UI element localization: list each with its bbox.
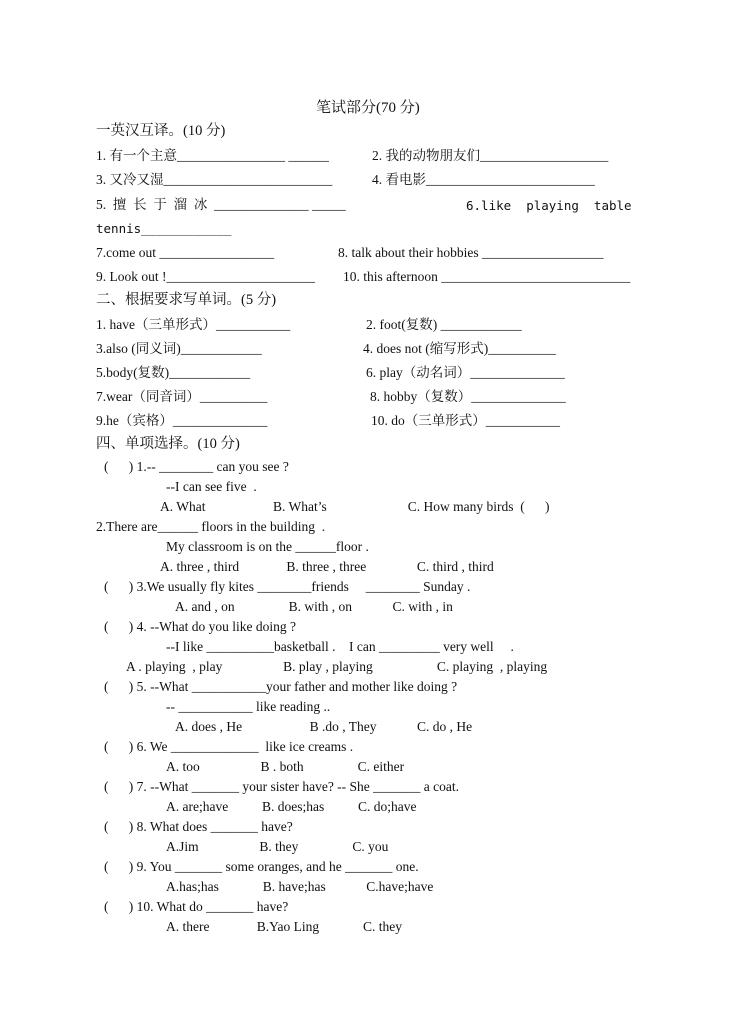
word-item-9: 9.he（宾格）______________ <box>96 413 268 428</box>
choice-q6: ( ) 6. We _____________ like ice creams . <box>104 739 354 754</box>
choice-q4: ( ) 4. --What do you like doing ? <box>104 619 296 634</box>
word-item-6: 6. play（动名词）______________ <box>366 365 565 380</box>
translation-item-5: 5. 擅 长 于 溜 冰 ______________ _____ <box>96 197 346 212</box>
translation-item-10: 10. this afternoon ____________________________ <box>343 269 631 284</box>
choice-q5: ( ) 5. --What ___________your father and mother like doing ? <box>104 679 458 694</box>
choice-q9-options: A.has;has B. have;has C.have;have <box>166 879 434 894</box>
translation-item-6-cont: tennis____________ <box>96 221 232 236</box>
section-heading-1: 一英汉互译。(10 分) <box>96 123 226 139</box>
translation-item-9: 9. Look out !______________________ <box>96 269 315 284</box>
choice-q1-answer: --I can see five . <box>166 479 257 494</box>
word-item-7: 7.wear（同音词）__________ <box>96 389 268 404</box>
choice-q4-answer: --I like __________basketball . I can _________ very well . <box>166 639 514 654</box>
section-heading-2: 二、根据要求写单词。(5 分) <box>96 292 277 308</box>
translation-item-6: 6.like playing table <box>466 198 632 213</box>
choice-q2: 2.There are______ floors in the building . <box>96 519 326 534</box>
choice-q10: ( ) 10. What do _______ have? <box>104 899 289 914</box>
choice-q9: ( ) 9. You _______ some oranges, and he _______ one. <box>104 859 419 874</box>
word-item-8: 8. hobby（复数）______________ <box>370 389 566 404</box>
translation-item-3: 3. 又冷又湿_________________________ <box>96 172 333 187</box>
choice-q5-options: A. does , He B .do , They C. do , He <box>175 719 473 734</box>
translation-item-8: 8. talk about their hobbies __________________ <box>338 245 604 260</box>
choice-q1-options: A. What B. What’s C. How many birds ( ) <box>160 499 550 514</box>
choice-q1: ( ) 1.-- ________ can you see ? <box>104 459 289 474</box>
choice-q2-answer: My classroom is on the ______floor . <box>166 539 369 554</box>
translation-item-4: 4. 看电影_________________________ <box>372 172 595 187</box>
word-item-1: 1. have（三单形式）___________ <box>96 317 291 332</box>
word-item-3: 3.also (同义词)____________ <box>96 341 262 356</box>
translation-item-2: 2. 我的动物朋友们___________________ <box>372 148 609 163</box>
choice-q2-options: A. three , third B. three , three C. third , third <box>160 559 494 574</box>
choice-q7-options: A. are;have B. does;has C. do;have <box>166 799 417 814</box>
choice-q3: ( ) 3.We usually fly kites ________friends ________ Sunday . <box>104 579 471 594</box>
translation-item-7: 7.come out _________________ <box>96 245 275 260</box>
choice-q10-options: A. there B.Yao Ling C. they <box>166 919 402 934</box>
word-item-2: 2. foot(复数) ____________ <box>366 317 522 332</box>
choice-q4-options: A . playing , play B. play , playing C. playing , playing <box>126 659 548 674</box>
page-title: 笔试部分(70 分) <box>316 100 420 116</box>
word-item-5: 5.body(复数)____________ <box>96 365 251 380</box>
choice-q5-answer: -- ___________ like reading .. <box>166 699 331 714</box>
choice-q6-options: A. too B . both C. either <box>166 759 405 774</box>
choice-q3-options: A. and , on B. with , on C. with , in <box>175 599 453 614</box>
choice-q8-options: A.Jim B. they C. you <box>166 839 389 854</box>
choice-q8: ( ) 8. What does _______ have? <box>104 819 293 834</box>
word-item-4: 4. does not (缩写形式)__________ <box>363 341 556 356</box>
word-item-10: 10. do（三单形式）___________ <box>371 413 560 428</box>
translation-item-1: 1. 有一个主意________________ ______ <box>96 148 329 163</box>
section-heading-4: 四、单项选择。(10 分) <box>96 436 240 452</box>
choice-q7: ( ) 7. --What _______ your sister have? -- She _______ a coat. <box>104 779 460 794</box>
